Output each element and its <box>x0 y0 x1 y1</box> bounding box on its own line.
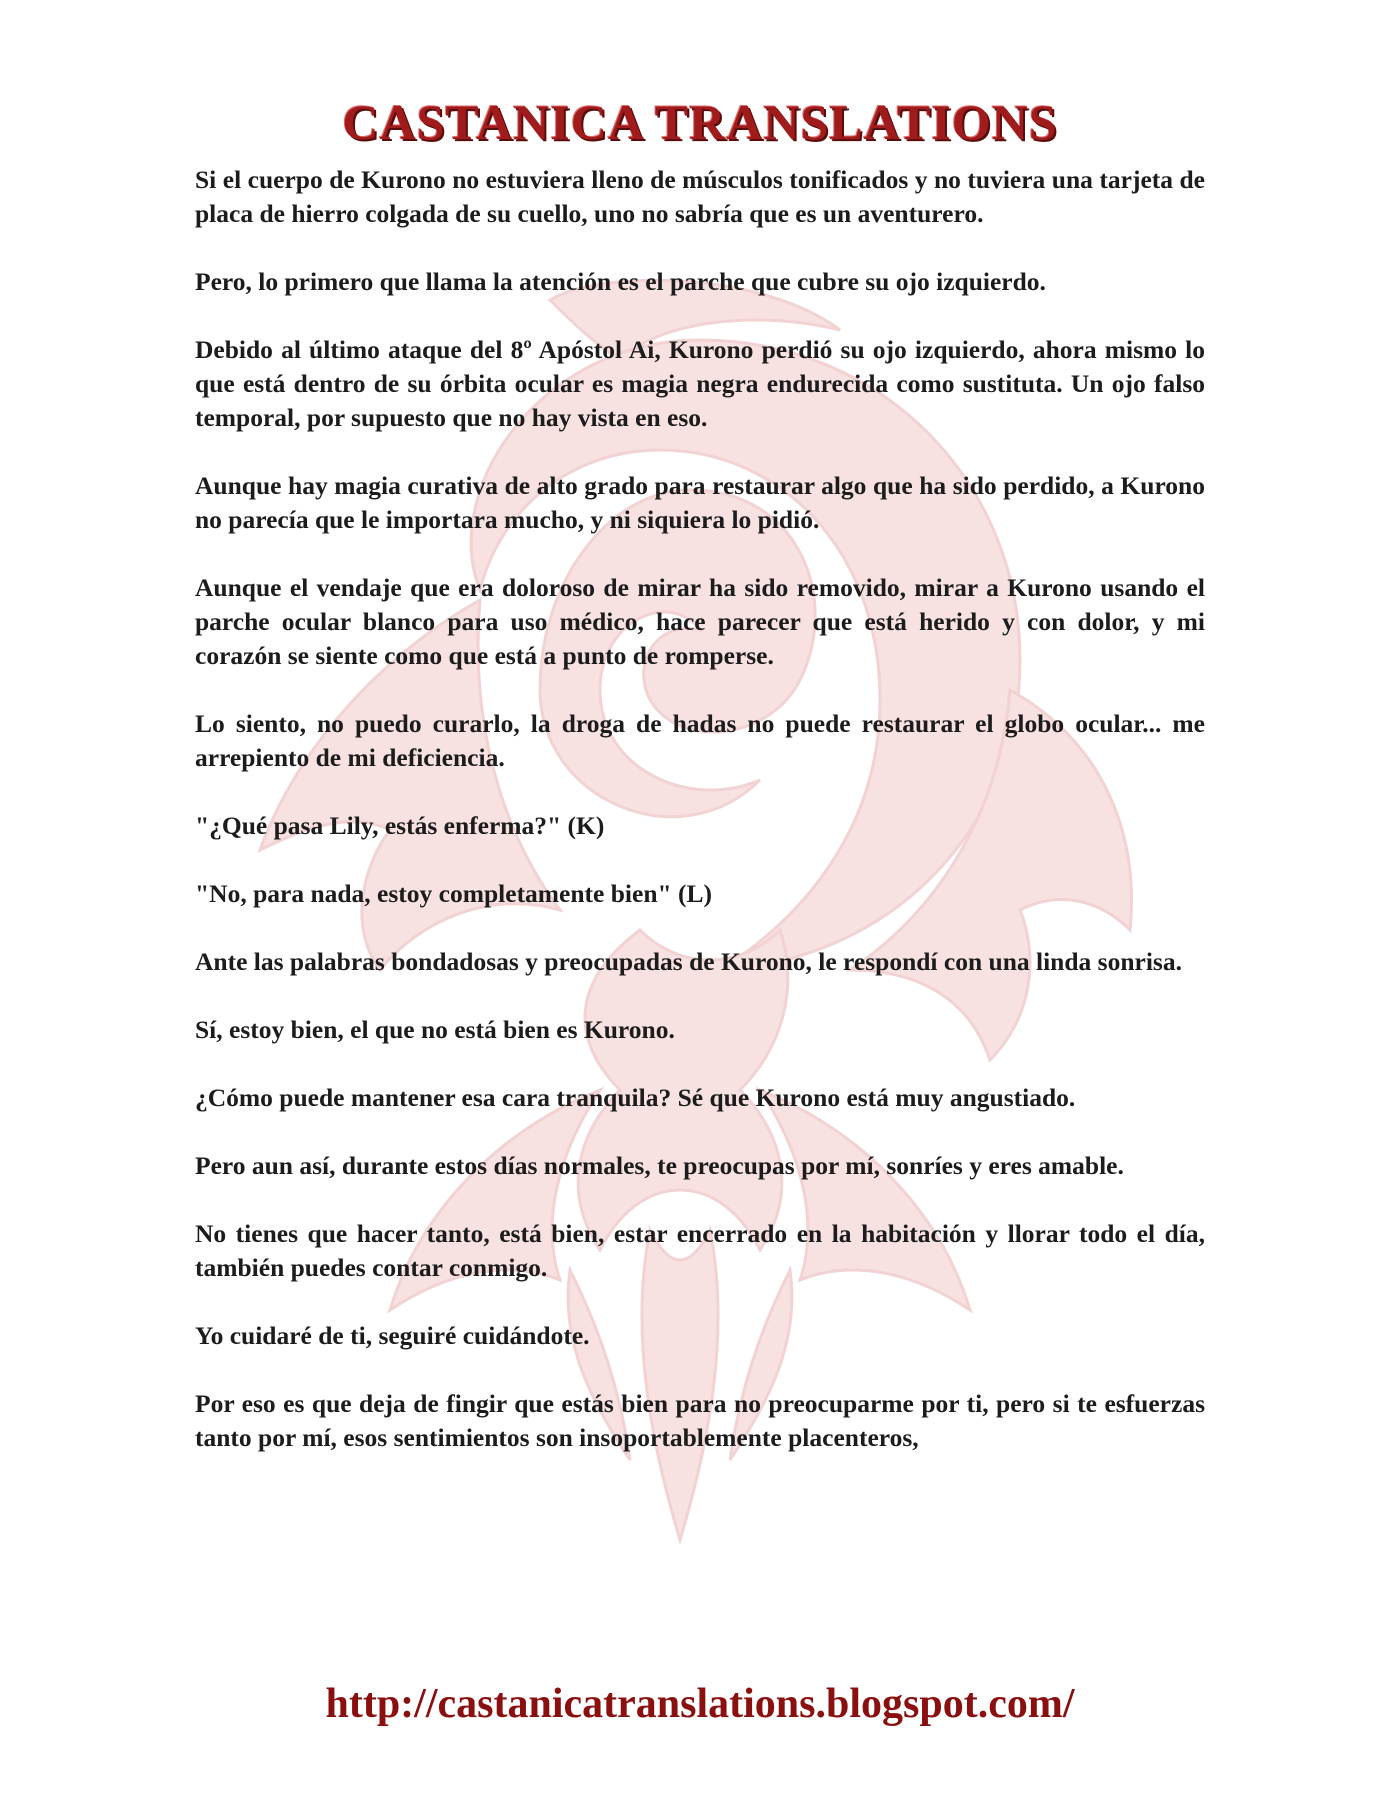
paragraph: Aunque hay magia curativa de alto grado para restaurar algo que ha sido perdido, a Kurono no parecía que le importara mucho, y ni siquiera lo pidió. <box>195 471 1205 534</box>
paragraph: Debido al último ataque del 8º Apóstol Ai, Kurono perdió su ojo izquierdo, ahora mismo lo que está dentro de su órbita ocular es magia negra endurecida como sustituta. Un ojo falso temporal, por supuesto que no hay vista en eso. <box>195 335 1205 432</box>
paragraph: Sí, estoy bien, el que no está bien es Kurono. <box>195 1015 675 1044</box>
paragraph: ¿Cómo puede mantener esa cara tranquila? Sé que Kurono está muy angustiado. <box>195 1083 1076 1112</box>
paragraph: Pero aun así, durante estos días normales, te preocupas por mí, sonríes y eres amable. <box>195 1151 1124 1180</box>
dialogue-line: "No, para nada, estoy completamente bien" (L) <box>195 879 713 908</box>
paragraph: Pero, lo primero que llama la atención es el parche que cubre su ojo izquierdo. <box>195 267 1046 296</box>
paragraph: Si el cuerpo de Kurono no estuviera lleno de músculos tonificados y no tuviera una tarjeta de placa de hierro colgada de su cuello, uno no sabría que es un aventurero. <box>195 165 1205 228</box>
site-title: CASTANICA TRANSLATIONS <box>342 94 1058 150</box>
paragraph: Ante las palabras bondadosas y preocupadas de Kurono, le respondí con una linda sonrisa. <box>195 947 1182 976</box>
page-footer <box>0 1680 1400 1728</box>
page-header <box>0 92 1400 152</box>
paragraph: Lo siento, no puedo curarlo, la droga de hadas no puede restaurar el globo ocular... me arrepiento de mi deficiencia. <box>195 709 1205 772</box>
translation-body <box>195 163 1205 1455</box>
paragraph: No tienes que hacer tanto, está bien, estar encerrado en la habitación y llorar todo el día, también puedes contar conmigo. <box>195 1219 1205 1282</box>
paragraph: Por eso es que deja de fingir que estás bien para no preocuparme por ti, pero si te esfuerzas tanto por mí, esos sentimientos son insoportablemente placenteros, <box>195 1389 1205 1452</box>
paragraph: Yo cuidaré de ti, seguiré cuidándote. <box>195 1321 590 1350</box>
blog-url-link[interactable]: http://castanicatranslations.blogspot.com/ <box>325 1681 1075 1727</box>
paragraph: Aunque el vendaje que era doloroso de mirar ha sido removido, mirar a Kurono usando el parche ocular blanco para uso médico, hace parecer que está herido y con dolor, y mi corazón se siente como que está a punto de romperse. <box>195 573 1205 670</box>
dialogue-line: "¿Qué pasa Lily, estás enferma?" (K) <box>195 811 605 840</box>
